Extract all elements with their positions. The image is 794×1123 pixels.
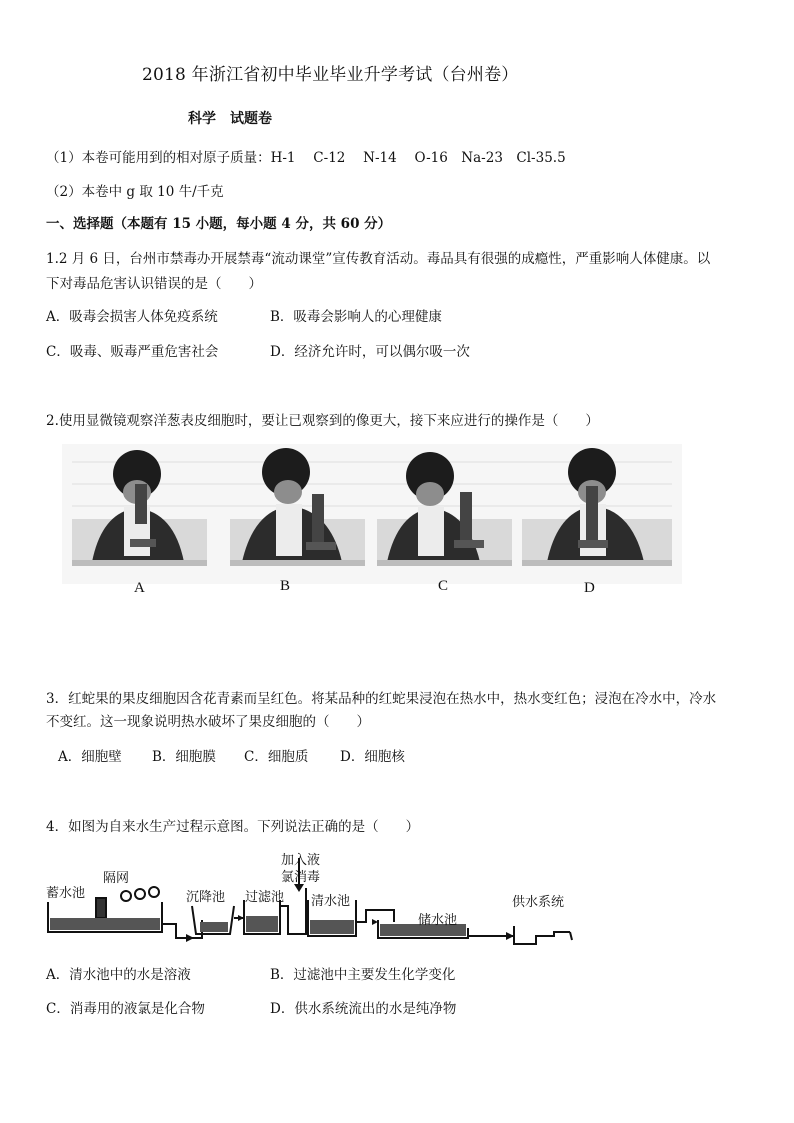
label-storage-tank: 储水池: [418, 913, 458, 928]
q1-option-a: A．吸毒会损害人体免疫系统: [46, 309, 218, 325]
label-chlorine-line2: 氯消毒: [281, 870, 321, 885]
q4-stem: 4．如图为自来水生产过程示意图。下列说法正确的是（ ）: [46, 819, 420, 835]
q3-stem-line2: 不变红。这一现象说明热水破坏了果皮细胞的（ ）: [46, 714, 370, 730]
q2-label-c: C: [438, 578, 449, 594]
q4-option-b: B．过滤池中主要发生化学变化: [270, 967, 456, 983]
label-clear-water-tank: 清水池: [311, 894, 351, 909]
label-settling-tank: 沉降池: [186, 890, 226, 905]
section-heading: 一、选择题（本题有 15 小题，每小题 4 分，共 60 分）: [46, 216, 392, 232]
q2-label-a: A: [134, 580, 145, 596]
page-title: 2018 年浙江省初中毕业毕业升学考试（台州卷）: [142, 65, 519, 85]
q3-option-c: C．细胞质: [244, 749, 309, 765]
label-filter-tank: 过滤池: [245, 890, 285, 905]
q1-option-d: D．经济允许时，可以偶尔吸一次: [270, 344, 470, 360]
q3-option-b: B．细胞膜: [152, 749, 216, 765]
q1-stem-line1: 1.2 月 6 日，台州市禁毒办开展禁毒“流动课堂”宣传教育活动。毒品具有很强的成瘾性，严重影响人体健康。以: [46, 251, 711, 267]
note-gravity: （2）本卷中 g 取 10 牛/千克: [46, 184, 224, 200]
q4-option-c: C．消毒用的液氯是化合物: [46, 1001, 205, 1017]
q1-stem-line2: 下对毒品危害认识错误的是（ ）: [46, 276, 262, 292]
q4-option-a: A．清水池中的水是溶液: [46, 967, 191, 983]
q3-stem-line1: 3．红蛇果的果皮细胞因含花青素而呈红色。将某品种的红蛇果浸泡在热水中，热水变红色；浸泡在冷水中，冷水: [46, 691, 717, 707]
note-atomic-masses: （1）本卷可能用到的相对原子质量：H-1 C-12 N-14 O-16 Na-23 Cl-35.5: [46, 150, 566, 166]
label-screen: 隔网: [103, 871, 130, 886]
label-reservoir: 蓄水池: [46, 886, 86, 901]
q2-label-d: D: [584, 580, 595, 596]
q3-option-a: A．细胞壁: [58, 749, 122, 765]
q2-label-b: B: [280, 578, 291, 594]
q1-option-c: C．吸毒、贩毒严重危害社会: [46, 344, 219, 360]
q4-option-d: D．供水系统流出的水是纯净物: [270, 1001, 457, 1017]
q3-option-d: D．细胞核: [340, 749, 405, 765]
label-chlorine-line1: 加入液: [281, 853, 321, 868]
q2-stem: 2.使用显微镜观察洋葱表皮细胞时，要让已观察到的像更大，接下来应进行的操作是（ ）: [46, 413, 599, 429]
q1-option-b: B．吸毒会影响人的心理健康: [270, 309, 442, 325]
label-supply-system: 供水系统: [512, 895, 565, 910]
page-subtitle: 科学 试题卷: [188, 111, 272, 127]
